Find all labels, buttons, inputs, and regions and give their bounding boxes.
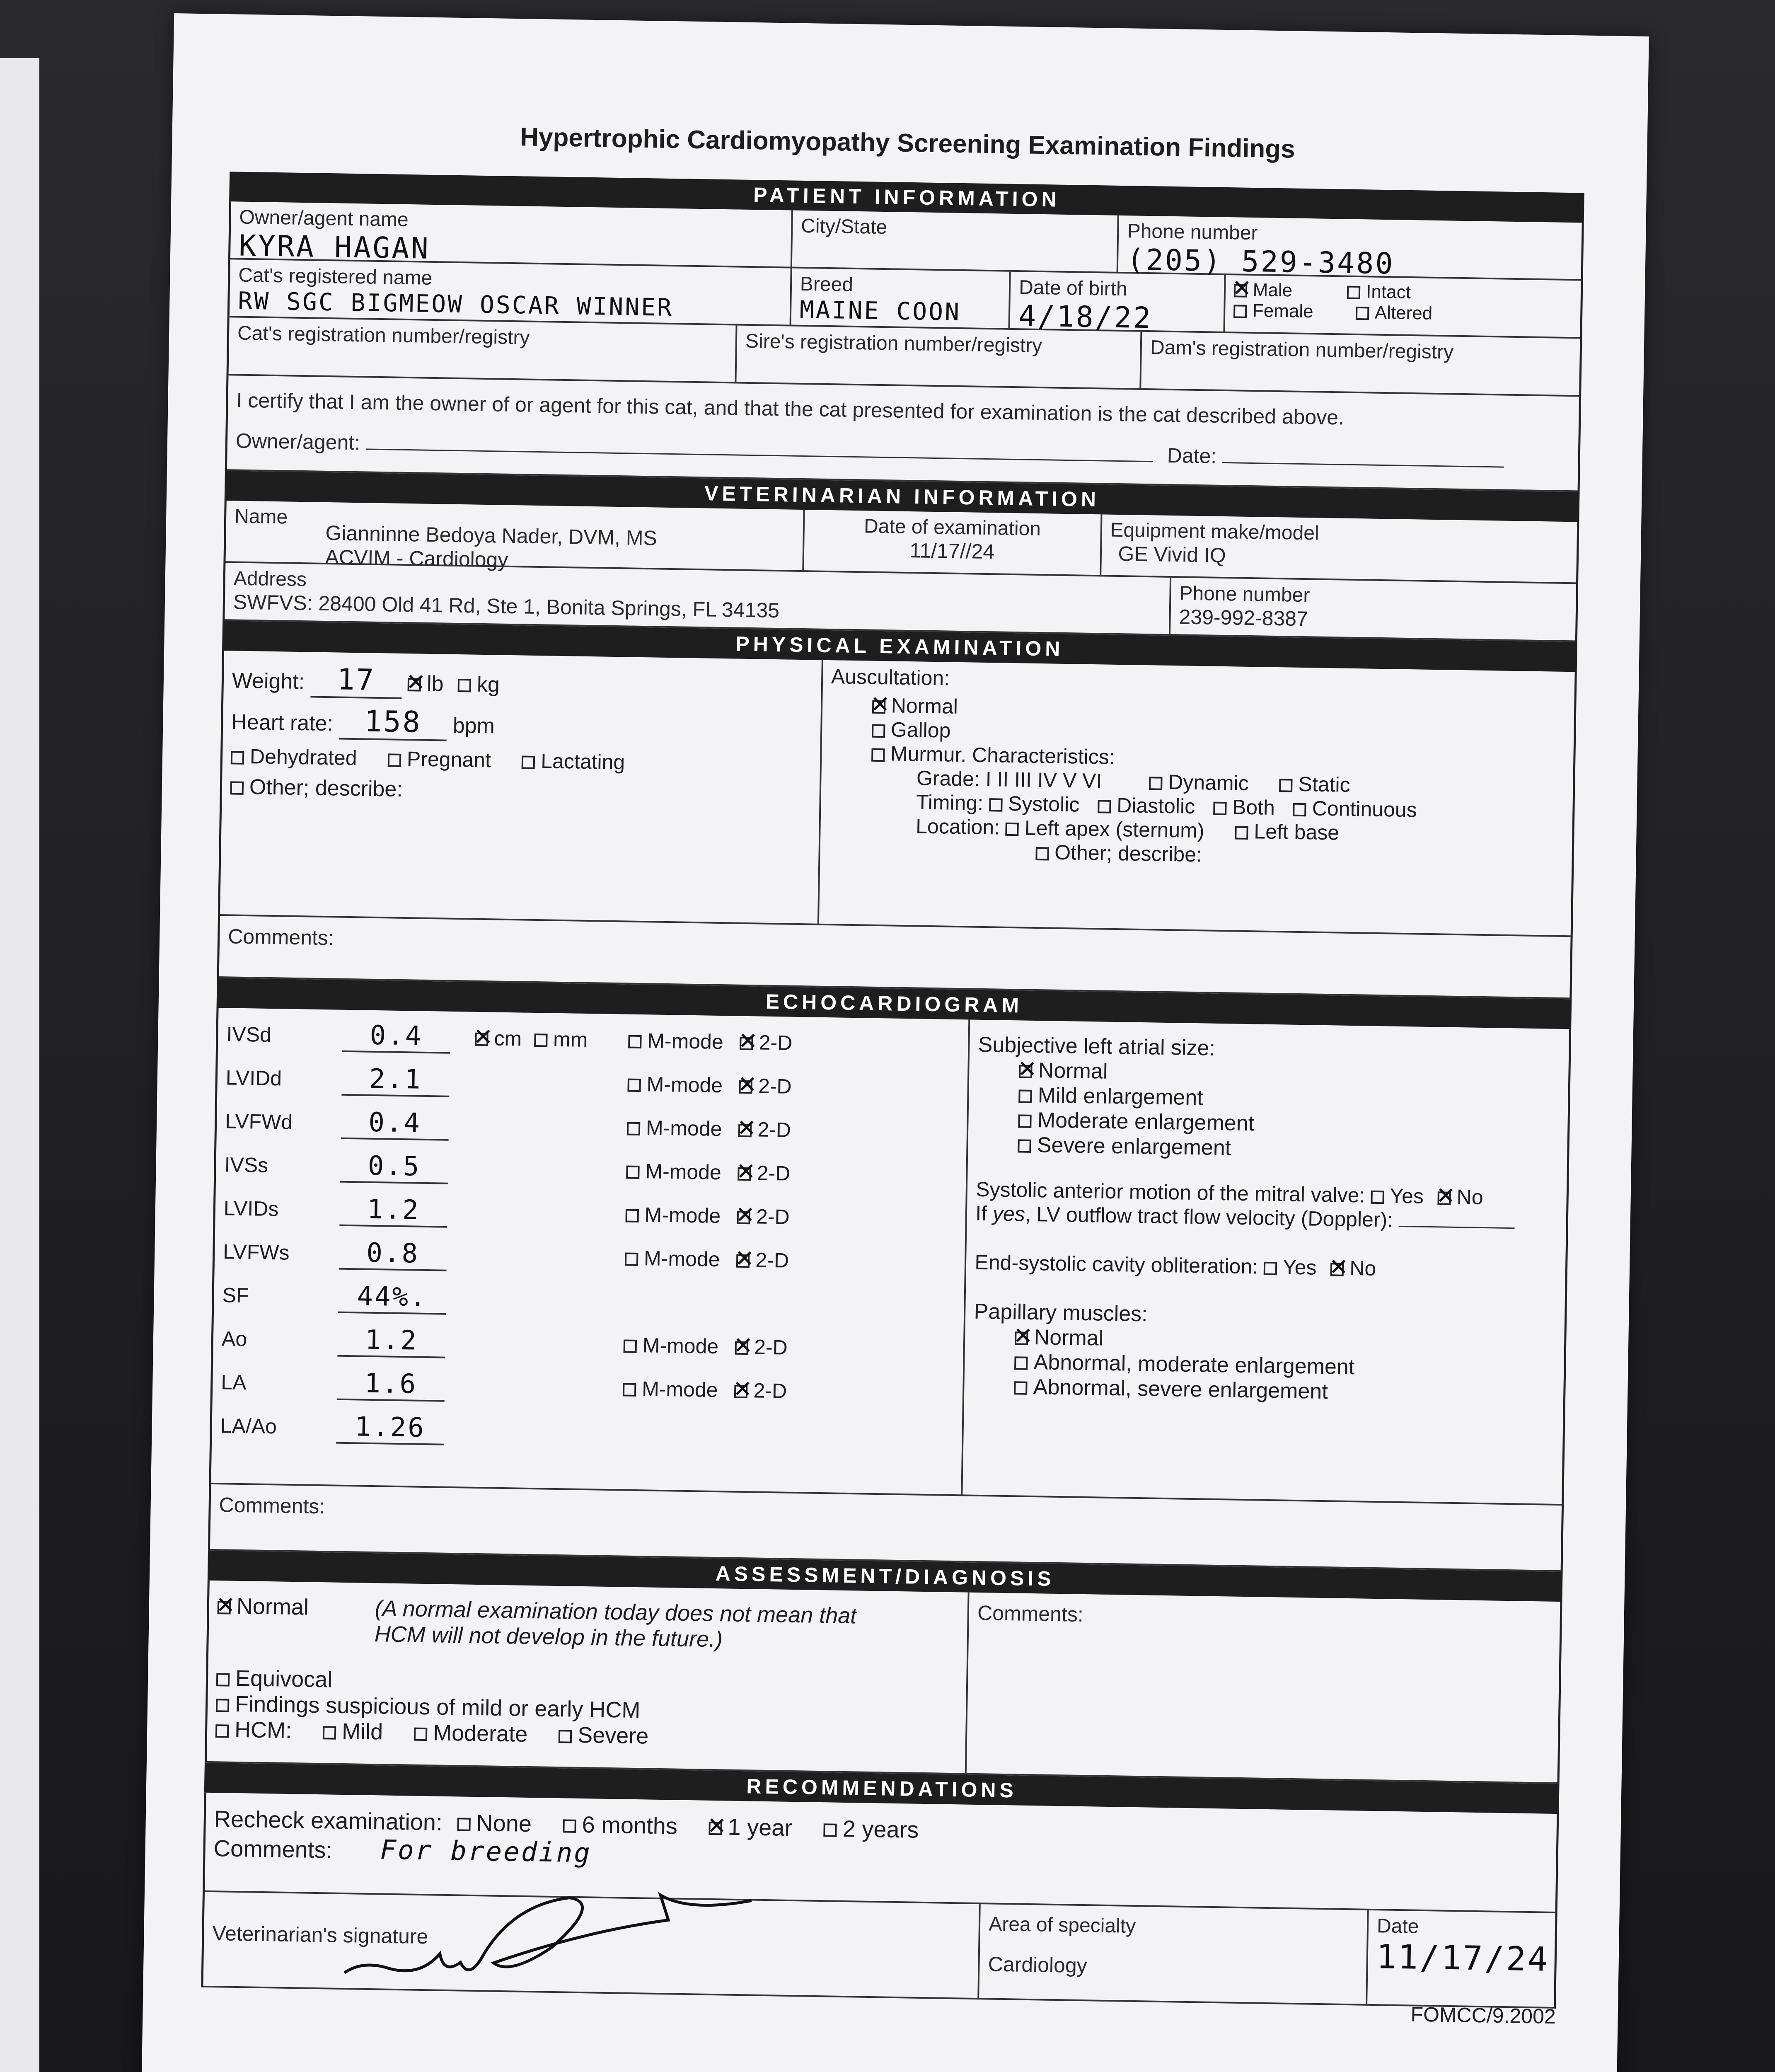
echo-label: LVFWs xyxy=(222,1239,290,1264)
lvot-label: , LV outflow tract flow velocity (Doppler): xyxy=(1025,1202,1393,1232)
heart-rate-value[interactable]: 158 xyxy=(339,704,447,741)
signature-date-label: Date xyxy=(1376,1915,1419,1938)
registration-cell xyxy=(229,317,738,383)
mmode-label: M-mode xyxy=(644,1203,721,1227)
auscultation-normal-label: Normal xyxy=(891,694,958,718)
recheck-none-label: None xyxy=(476,1810,532,1837)
assessment-row xyxy=(205,1581,1562,1784)
breed-cell xyxy=(791,269,1011,330)
echo-value[interactable]: 0.4 xyxy=(342,1019,450,1053)
altered-label: Altered xyxy=(1374,302,1433,324)
echo-label: LA xyxy=(220,1370,247,1394)
recheck-label: Recheck examination: xyxy=(214,1806,443,1835)
twod-checkbox[interactable] xyxy=(738,1167,751,1181)
mmode-label: M-mode xyxy=(643,1246,720,1271)
other-physical-label: Other; describe: xyxy=(249,775,403,801)
cm-label: cm xyxy=(494,1026,522,1051)
eso-yes-checkbox[interactable] xyxy=(1264,1262,1277,1275)
other-location-label: Other; describe: xyxy=(1054,840,1202,867)
equipment-cell xyxy=(1101,514,1577,584)
signature-drawing xyxy=(336,1878,959,1995)
certify-text: I certify that I am the owner of or agent for this cat, and that the cat presented for examination is the cat described above. xyxy=(236,388,1345,429)
la-mild-checkbox[interactable] xyxy=(1019,1090,1032,1103)
lb-label: lb xyxy=(426,671,444,696)
twod-checkbox[interactable] xyxy=(740,1037,753,1050)
echo-value[interactable]: 1.2 xyxy=(337,1324,445,1358)
continuous-label: Continuous xyxy=(1312,796,1417,822)
la-severe-label: Severe enlargement xyxy=(1037,1133,1231,1160)
sam-no-label: No xyxy=(1456,1185,1484,1209)
static-label: Static xyxy=(1298,772,1351,796)
twod-label: 2-D xyxy=(759,1031,793,1055)
echo-value[interactable]: 0.4 xyxy=(341,1106,449,1140)
systolic-checkbox[interactable] xyxy=(989,798,1002,811)
section-recommendations: RECOMMENDATIONS xyxy=(204,1763,1560,1814)
static-checkbox[interactable] xyxy=(1279,779,1292,792)
echo-label: IVSs xyxy=(224,1152,268,1177)
heart-rate-label: Heart rate: xyxy=(231,710,334,736)
vet-name-cell xyxy=(225,501,805,572)
recheck-2-years-label: 2 years xyxy=(842,1815,919,1843)
echo-measurements-cell xyxy=(211,1008,970,1496)
vet-phone-label: Phone number xyxy=(1179,582,1310,607)
sire-label: Sire's registration number/registry xyxy=(745,330,1042,357)
lb-checkbox[interactable] xyxy=(408,678,421,691)
both-label: Both xyxy=(1232,795,1275,820)
mm-label: mm xyxy=(553,1027,588,1051)
sam-label: Systolic anterior motion of the mitral valve: xyxy=(975,1177,1365,1207)
la-mild-label: Mild enlargement xyxy=(1037,1083,1204,1110)
papillary-label: Papillary muscles: xyxy=(974,1299,1148,1326)
left-apex-label: Left apex (sternum) xyxy=(1024,816,1204,842)
intact-checkbox[interactable] xyxy=(1347,286,1360,299)
echo-label: LVIDd xyxy=(225,1065,282,1090)
section-veterinarian-information: VETERINARIAN INFORMATION xyxy=(225,471,1580,522)
location-label: Location: xyxy=(915,814,1000,839)
vet-phone-value: 239-992-8387 xyxy=(1179,605,1308,631)
lvot-prefix: If xyxy=(975,1201,993,1225)
auscultation-normal-checkbox[interactable] xyxy=(872,700,885,714)
assessment-options-cell xyxy=(207,1581,970,1775)
twod-checkbox[interactable] xyxy=(738,1124,752,1137)
female-checkbox[interactable] xyxy=(1233,305,1247,318)
mmode-label: M-mode xyxy=(647,1029,724,1053)
owner-agent-label: Owner/agent: xyxy=(235,429,360,455)
twod-checkbox[interactable] xyxy=(737,1211,750,1224)
owner-phone-value: (205) 529-3480 xyxy=(1126,242,1395,281)
assessment-normal-checkbox[interactable] xyxy=(218,1601,231,1614)
certify-date-line xyxy=(1222,462,1504,468)
vet-name-value: Gianninne Bedoya Nader, DVM, MS xyxy=(325,521,658,550)
exam-date-cell xyxy=(804,510,1102,576)
male-label: Male xyxy=(1253,280,1293,301)
twod-checkbox[interactable] xyxy=(734,1385,747,1398)
equivocal-checkbox[interactable] xyxy=(216,1673,230,1686)
form-body xyxy=(201,172,1584,2028)
diastolic-label: Diastolic xyxy=(1116,794,1195,818)
exam-date-value: 11/17//24 xyxy=(909,539,995,564)
la-normal-label: Normal xyxy=(1038,1058,1108,1084)
dob-value: 4/18/22 xyxy=(1018,299,1153,335)
la-normal-checkbox[interactable] xyxy=(1019,1065,1033,1078)
equipment-label: Equipment make/model xyxy=(1110,519,1320,545)
address-value: SWFVS: 28400 Old 41 Rd, Ste 1, Bonita Springs, FL 34135 xyxy=(233,590,780,622)
sam-yes-label: Yes xyxy=(1389,1184,1424,1208)
la-severe-checkbox[interactable] xyxy=(1018,1140,1031,1153)
sam-no-checkbox[interactable] xyxy=(1438,1191,1451,1205)
dynamic-label: Dynamic xyxy=(1168,770,1249,795)
form-code: FOMCC/9.2002 xyxy=(1410,2002,1556,2028)
echo-label: LVIDs xyxy=(223,1196,279,1220)
dob-cell xyxy=(1010,272,1226,333)
vet-phone-cell xyxy=(1170,578,1576,642)
dam-cell xyxy=(1141,332,1580,397)
left-base-label: Left base xyxy=(1253,820,1340,845)
recheck-1-year-label: 1 year xyxy=(728,1813,793,1841)
mmode-checkbox[interactable] xyxy=(624,1340,637,1353)
eso-label: End-systolic cavity obliteration: xyxy=(975,1250,1258,1278)
bpm-label: bpm xyxy=(452,713,495,738)
timing-label: Timing: xyxy=(916,790,984,815)
murmur-checkbox[interactable] xyxy=(871,748,885,761)
mmode-checkbox[interactable] xyxy=(627,1122,640,1135)
la-size-label: Subjective left atrial size: xyxy=(978,1032,1216,1060)
pregnant-checkbox[interactable] xyxy=(388,753,401,767)
physical-comments-label: Comments: xyxy=(227,925,334,950)
registration-label: Cat's registration number/registry xyxy=(237,322,530,349)
both-checkbox[interactable] xyxy=(1213,801,1226,815)
dynamic-checkbox[interactable] xyxy=(1149,777,1162,790)
dehydrated-label: Dehydrated xyxy=(249,745,357,770)
twod-label: 2-D xyxy=(757,1161,791,1185)
assessment-normal-label: Normal xyxy=(236,1593,309,1620)
signature-cell xyxy=(203,1892,981,1999)
papillary-normal-label: Normal xyxy=(1034,1325,1104,1351)
lactating-checkbox[interactable] xyxy=(522,755,535,769)
dehydrated-checkbox[interactable] xyxy=(231,751,244,764)
diastolic-checkbox[interactable] xyxy=(1098,800,1111,813)
sam-yes-checkbox[interactable] xyxy=(1371,1191,1384,1204)
hcm-mild-checkbox[interactable] xyxy=(323,1726,336,1739)
assessment-comments-label: Comments: xyxy=(977,1601,1084,1626)
section-echocardiogram: ECHOCARDIOGRAM xyxy=(217,978,1572,1029)
la-moderate-label: Moderate enlargement xyxy=(1037,1108,1255,1136)
recheck-none-checkbox[interactable] xyxy=(457,1818,470,1831)
altered-checkbox[interactable] xyxy=(1356,307,1369,320)
dam-label: Dam's registration number/registry xyxy=(1150,336,1454,363)
left-apex-checkbox[interactable] xyxy=(1006,823,1019,836)
male-checkbox[interactable] xyxy=(1233,284,1247,298)
eso-no-checkbox[interactable] xyxy=(1330,1263,1344,1276)
grade-label: Grade: I II III IV V VI xyxy=(916,766,1102,793)
murmur-label: Murmur. Characteristics: xyxy=(890,742,1115,769)
recommendation-comments-label: Comments: xyxy=(213,1835,333,1863)
papillary-severe-label: Abnormal, severe enlargement xyxy=(1033,1375,1328,1404)
cat-name-value: RW SGC BIGMEOW OSCAR WINNER xyxy=(237,286,674,322)
eso-no-label: No xyxy=(1349,1256,1376,1280)
suspicious-checkbox[interactable] xyxy=(216,1699,229,1712)
mmode-checkbox[interactable] xyxy=(628,1035,641,1048)
mmode-checkbox[interactable] xyxy=(625,1253,638,1266)
owner-cell xyxy=(230,201,793,268)
section-assessment-diagnosis: ASSESSMENT/DIAGNOSIS xyxy=(208,1551,1563,1602)
normal-note: (A normal examination today does not mean that HCM will not develop in the future.) xyxy=(374,1596,857,1652)
papillary-normal-checkbox[interactable] xyxy=(1015,1332,1028,1345)
papillary-severe-checkbox[interactable] xyxy=(1014,1382,1028,1395)
recheck-1-year-checkbox[interactable] xyxy=(709,1822,722,1835)
twod-label: 2-D xyxy=(753,1378,787,1403)
gallop-label: Gallop xyxy=(890,718,951,742)
owner-agent-line xyxy=(366,448,1153,462)
auscultation-cell xyxy=(819,660,1574,937)
hcm-severe-label: Severe xyxy=(577,1722,649,1749)
city-cell xyxy=(792,211,1120,274)
equipment-value: GE Vivid IQ xyxy=(1118,542,1226,567)
cm-checkbox[interactable] xyxy=(475,1033,488,1046)
sire-cell xyxy=(737,325,1142,390)
recheck-6-months-label: 6 months xyxy=(582,1811,678,1839)
twod-label: 2-D xyxy=(754,1335,788,1359)
specialty-cell xyxy=(979,1904,1369,2006)
recommendation-comments-value: For breeding xyxy=(380,1835,592,1869)
cat-name-cell xyxy=(230,259,792,326)
echo-value[interactable]: 2.1 xyxy=(341,1063,450,1097)
weight-value[interactable]: 17 xyxy=(310,662,402,699)
echo-label: SF xyxy=(222,1283,249,1307)
signature-date-cell xyxy=(1367,1910,1555,2009)
systolic-label: Systolic xyxy=(1008,792,1080,816)
form-paper xyxy=(138,13,1649,2072)
mmode-checkbox[interactable] xyxy=(626,1209,639,1222)
pregnant-label: Pregnant xyxy=(406,747,491,772)
exam-date-label: Date of examination xyxy=(863,515,1041,540)
auscultation-label: Auscultation: xyxy=(831,665,950,690)
section-physical-examination: PHYSICAL EXAMINATION xyxy=(222,621,1577,672)
lactating-label: Lactating xyxy=(540,749,625,774)
twod-label: 2-D xyxy=(758,1074,792,1098)
echo-label: IVSd xyxy=(226,1022,272,1046)
vet-credential-value: ACVIM - Cardiology xyxy=(325,545,508,571)
left-base-checkbox[interactable] xyxy=(1235,826,1248,839)
phone-cell xyxy=(1118,215,1582,281)
mmode-checkbox[interactable] xyxy=(627,1079,641,1092)
intact-label: Intact xyxy=(1366,281,1411,303)
breed-label: Breed xyxy=(800,273,854,296)
specialty-value: Cardiology xyxy=(988,1952,1088,1978)
echo-value[interactable]: 1.2 xyxy=(339,1193,447,1227)
echo-value[interactable]: 1.26 xyxy=(336,1411,444,1445)
twod-checkbox[interactable] xyxy=(736,1254,750,1268)
echo-value[interactable]: 0.5 xyxy=(340,1150,448,1184)
recheck-6-months-checkbox[interactable] xyxy=(563,1820,576,1833)
echo-row xyxy=(209,1008,1571,1506)
weight-label: Weight: xyxy=(232,668,305,694)
kg-checkbox[interactable] xyxy=(458,679,471,692)
assessment-comments-cell xyxy=(967,1593,1560,1784)
hcm-label: HCM: xyxy=(234,1717,292,1743)
mmode-label: M-mode xyxy=(646,1116,722,1140)
dob-label: Date of birth xyxy=(1018,276,1128,300)
owner-phone-label: Phone number xyxy=(1127,220,1258,244)
form-title: Hypertrophic Cardiomyopathy Screening Examination Findings xyxy=(520,123,1296,164)
continuous-checkbox[interactable] xyxy=(1293,803,1306,816)
echo-subjective-cell xyxy=(963,1020,1569,1506)
cat-name-label: Cat's registered name xyxy=(238,264,433,289)
owner-value: KYRA HAGAN xyxy=(238,228,430,266)
hcm-moderate-checkbox[interactable] xyxy=(414,1727,427,1740)
signature-label: Veterinarian's signature xyxy=(212,1922,428,1949)
la-moderate-checkbox[interactable] xyxy=(1018,1115,1032,1128)
lvot-yes: yes xyxy=(992,1202,1025,1226)
hcm-checkbox[interactable] xyxy=(215,1724,229,1738)
mmode-checkbox[interactable] xyxy=(623,1383,636,1397)
gallop-checkbox[interactable] xyxy=(872,724,885,737)
certify-date-label: Date: xyxy=(1167,443,1217,468)
papillary-moderate-label: Abnormal, moderate enlargement xyxy=(1033,1350,1355,1380)
equivocal-label: Equivocal xyxy=(235,1665,333,1692)
other-physical-checkbox[interactable] xyxy=(230,782,244,795)
lvot-line[interactable] xyxy=(1399,1226,1515,1229)
twod-label: 2-D xyxy=(756,1204,790,1229)
echo-label: LA/Ao xyxy=(220,1414,277,1438)
papillary-moderate-checkbox[interactable] xyxy=(1014,1357,1028,1370)
adjacent-page-edge xyxy=(0,58,39,2072)
section-patient-information: PATIENT INFORMATION xyxy=(229,172,1584,223)
mmode-label: M-mode xyxy=(646,1072,723,1097)
echo-comments-label: Comments: xyxy=(219,1493,325,1518)
vitals-cell xyxy=(220,651,823,925)
echo-value[interactable]: 0.8 xyxy=(339,1237,447,1271)
mm-checkbox[interactable] xyxy=(534,1034,547,1047)
sex-cell xyxy=(1225,275,1581,339)
other-location-checkbox[interactable] xyxy=(1035,847,1049,860)
city-label: City/State xyxy=(800,215,888,239)
kg-label: kg xyxy=(476,672,500,697)
mmode-checkbox[interactable] xyxy=(626,1166,639,1179)
twod-label: 2-D xyxy=(757,1117,791,1142)
echo-value[interactable]: 44%. xyxy=(338,1280,446,1314)
female-label: Female xyxy=(1252,300,1314,322)
twod-checkbox[interactable] xyxy=(735,1341,748,1355)
vet-name-label: Name xyxy=(234,505,288,528)
address-label: Address xyxy=(233,567,307,591)
echo-measurement-list xyxy=(220,1012,960,1459)
hcm-mild-label: Mild xyxy=(341,1719,383,1745)
hcm-severe-checkbox[interactable] xyxy=(559,1730,572,1743)
mmode-label: M-mode xyxy=(642,1333,719,1358)
mmode-label: M-mode xyxy=(641,1377,718,1402)
signature-date-value: 11/17/24 xyxy=(1376,1937,1550,1979)
hcm-moderate-label: Moderate xyxy=(433,1720,528,1747)
breed-value: MAINE COON xyxy=(799,295,961,326)
echo-label: Ao xyxy=(221,1326,247,1351)
echo-label: LVFWd xyxy=(225,1109,293,1134)
mmode-label: M-mode xyxy=(645,1159,722,1184)
echo-value[interactable]: 1.6 xyxy=(337,1368,445,1402)
specialty-label: Area of specialty xyxy=(988,1913,1136,1938)
suspicious-label: Findings suspicious of mild or early HCM xyxy=(235,1691,641,1723)
owner-label: Owner/agent name xyxy=(239,206,409,231)
recheck-2-years-checkbox[interactable] xyxy=(823,1823,837,1837)
twod-checkbox[interactable] xyxy=(739,1080,752,1094)
physical-row xyxy=(218,651,1577,937)
eso-yes-label: Yes xyxy=(1282,1255,1317,1279)
twod-label: 2-D xyxy=(755,1248,789,1272)
